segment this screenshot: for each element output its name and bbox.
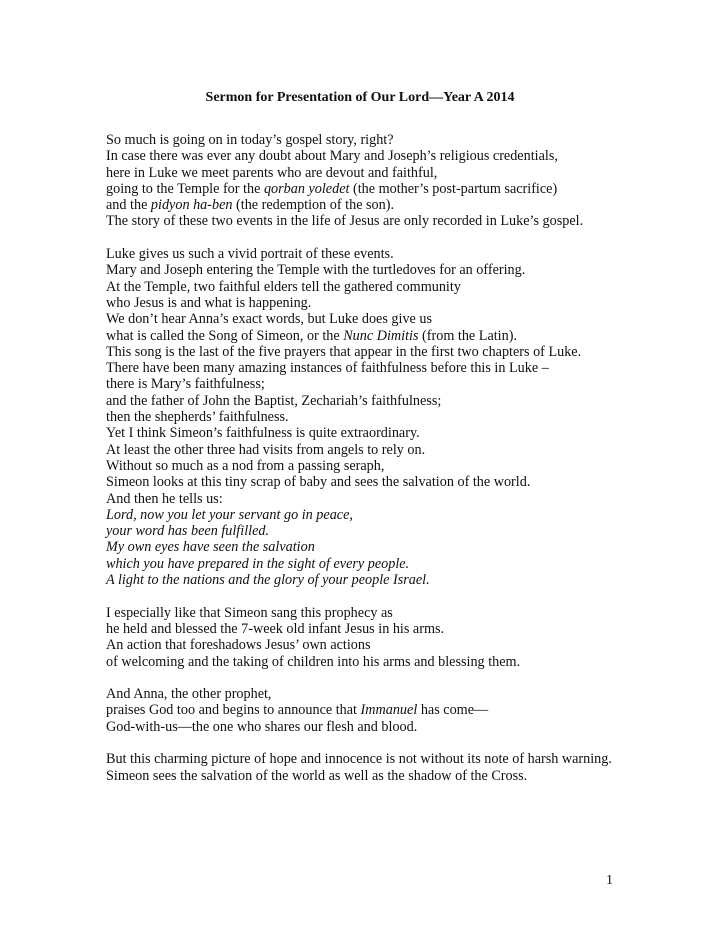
text-segment: Without so much as a nod from a passing seraph, <box>106 457 385 474</box>
text-line <box>106 132 686 148</box>
document-title: Sermon for Presentation of Our Lord—Year A 2014 <box>205 90 515 105</box>
text-line <box>106 213 686 229</box>
italic-text: which you have prepared in the sight of every people. <box>106 555 410 572</box>
text-line <box>106 246 686 262</box>
text-line <box>106 458 686 474</box>
text-segment: God-with-us—the one who shares our flesh and blood. <box>106 718 418 735</box>
text-line <box>106 556 686 572</box>
text-line <box>106 523 686 539</box>
text-segment: who Jesus is and what is happening. <box>106 294 312 311</box>
text-line <box>106 751 686 767</box>
text-line <box>106 148 686 164</box>
page-number: 1 <box>606 873 613 888</box>
text-segment: Mary and Joseph entering the Temple with the turtledoves for an offering. <box>106 262 526 279</box>
text-segment: I especially like that Simeon sang this prophecy as <box>106 604 393 621</box>
text-line <box>106 491 686 507</box>
text-segment: (the mother’s post-partum sacrifice) <box>349 180 558 197</box>
paragraph <box>106 605 686 670</box>
text-segment: has come— <box>417 702 489 719</box>
paragraph <box>106 132 686 230</box>
text-segment: there is Mary’s faithfulness; <box>106 376 265 393</box>
text-line <box>106 621 686 637</box>
text-segment: An action that foreshadows Jesus’ own actions <box>106 637 371 654</box>
text-segment: There have been many amazing instances of faithfulness before this in Luke – <box>106 360 549 377</box>
text-segment: (from the Latin). <box>418 327 517 344</box>
text-segment: what is called the Song of Simeon, or the <box>106 327 344 344</box>
text-segment: and the <box>106 197 151 214</box>
text-segment: and the father of John the Baptist, Zechariah’s faithfulness; <box>106 392 442 409</box>
italic-text: A light to the nations and the glory of your people Israel. <box>106 572 430 589</box>
text-line <box>106 376 686 392</box>
text-segment: And Anna, the other prophet, <box>106 686 272 703</box>
text-line <box>106 360 686 376</box>
text-segment: here in Luke we meet parents who are devout and faithful, <box>106 164 438 181</box>
text-segment: (the redemption of the son). <box>232 197 395 214</box>
text-line <box>106 311 686 327</box>
text-line <box>106 572 686 588</box>
text-segment: Luke gives us such a vivid portrait of these events. <box>106 246 394 263</box>
document-body <box>106 132 686 800</box>
paragraph <box>106 751 686 784</box>
text-line <box>106 262 686 278</box>
paragraph <box>106 246 686 588</box>
text-line <box>106 442 686 458</box>
text-line <box>106 768 686 784</box>
text-line <box>106 344 686 360</box>
text-segment: The story of these two events in the life of Jesus are only recorded in Luke’s gospel. <box>106 213 584 230</box>
text-line <box>106 654 686 670</box>
text-segment: then the shepherds’ faithfulness. <box>106 409 289 426</box>
text-segment: We don’t hear Anna’s exact words, but Luke does give us <box>106 311 433 328</box>
text-line <box>106 328 686 344</box>
text-line <box>106 409 686 425</box>
text-segment: At least the other three had visits from angels to rely on. <box>106 441 426 458</box>
italic-text: qorban yoledet <box>263 180 350 197</box>
text-segment: he held and blessed the 7-week old infant Jesus in his arms. <box>106 620 445 637</box>
text-segment: going to the Temple for the <box>106 180 264 197</box>
italic-text: Immanuel <box>360 702 418 719</box>
italic-text: your word has been fulfilled. <box>106 523 270 540</box>
italic-text: Lord, now you let your servant go in peace, <box>106 506 353 523</box>
text-line <box>106 686 686 702</box>
text-segment: But this charming picture of hope and innocence is not without its note of harsh warning. <box>106 751 612 768</box>
text-line <box>106 507 686 523</box>
text-line <box>106 181 686 197</box>
text-line <box>106 702 686 718</box>
text-segment: In case there was ever any doubt about Mary and Joseph’s religious credentials, <box>106 148 558 165</box>
italic-text: pidyon ha-ben <box>150 197 233 214</box>
text-line <box>106 719 686 735</box>
text-segment: So much is going on in today’s gospel story, right? <box>106 132 394 148</box>
text-segment: Simeon looks at this tiny scrap of baby and sees the salvation of the world. <box>106 474 531 491</box>
text-line <box>106 425 686 441</box>
text-line <box>106 279 686 295</box>
text-segment: Simeon sees the salvation of the world as well as the shadow of the Cross. <box>106 767 528 784</box>
text-line <box>106 295 686 311</box>
text-line <box>106 605 686 621</box>
text-segment: praises God too and begins to announce that <box>106 702 361 719</box>
text-segment: Yet I think Simeon’s faithfulness is quite extraordinary. <box>106 425 420 442</box>
paragraph <box>106 686 686 735</box>
italic-text: My own eyes have seen the salvation <box>106 539 315 556</box>
text-segment: And then he tells us: <box>106 490 223 507</box>
text-line <box>106 197 686 213</box>
italic-text: Nunc Dimitis <box>343 327 419 344</box>
text-line <box>106 165 686 181</box>
text-segment: At the Temple, two faithful elders tell the gathered community <box>106 278 461 295</box>
text-line <box>106 637 686 653</box>
text-segment: This song is the last of the five prayers that appear in the first two chapters of Luke. <box>106 343 582 360</box>
text-line <box>106 539 686 555</box>
text-segment: of welcoming and the taking of children into his arms and blessing them. <box>106 653 521 670</box>
text-line <box>106 474 686 490</box>
text-line <box>106 393 686 409</box>
